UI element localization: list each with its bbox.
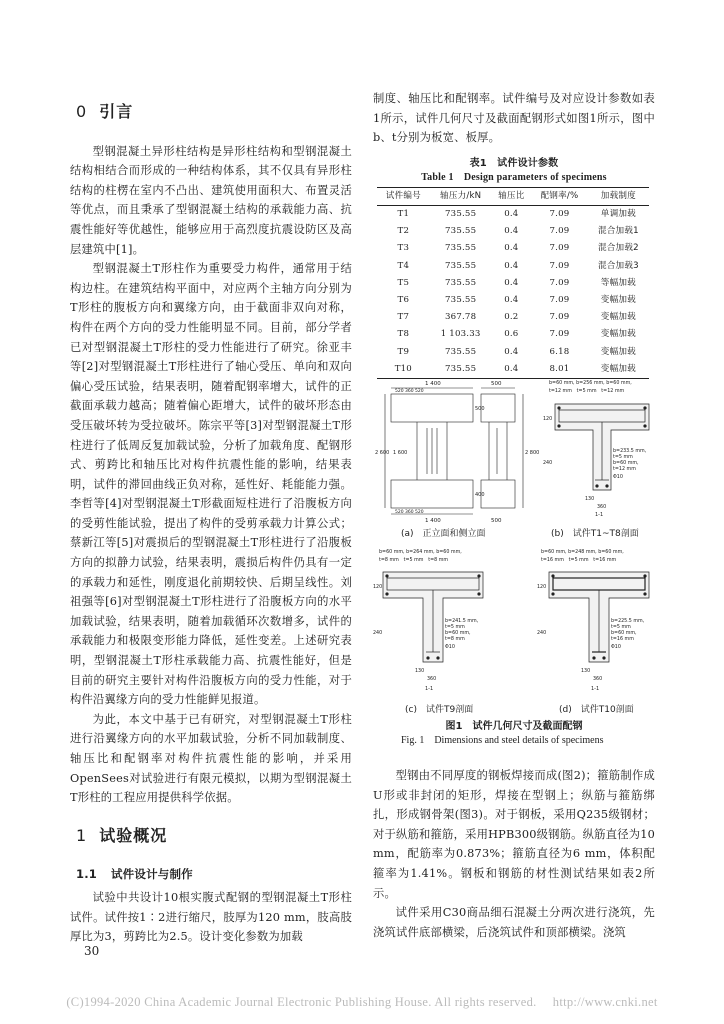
table-cell: 735.55 (444, 226, 477, 237)
table1-caption-en: Table 1 Design parameters of specimens (421, 171, 607, 183)
intro-paragraph-2: 型钢混凝土T形柱作为重要受力构件，通常用于结构边柱。在建筑结构平面中，对应两个主轴方向分别为T形柱的腹板方向和翼缘方向，由于截面非双向对称，构件在两个方向的受力性能明显不同。目前，部分学者已对型钢混凝土T形柱的受力性能进行了研究。徐亚丰等[2]对型钢混凝土T形柱进行了轴心受压、单向和双向偏心受压试验，结果表明，随着配钢率增大，试件的正截面承载力越高；随着偏心距增大，试件的破坏形态由受压破坏转为受拉破坏。陈宗平等[3]对型钢混凝土T形柱进行了低周反复加载试验，分析了加载角度、配钢形式、剪跨比和轴压比对构件抗震性能的影响，结果表明，试件的滞回曲线正负对称，延性好、耗能能力强。李哲等[4]对型钢混凝土T形截面短柱进行了沿腹板方向的受剪性能试验，提出了构件的受剪承载力计算公式；蔡新江等[5]对震损后的型钢混凝土T形柱进行了沿腹板方向的拟静力试验，结果表明，震损后构件仍具有一定的承载力和延性，刚度退化前期较快、后期呈线性。刘祖强等[6]对型钢混凝土T形柱进行了沿腹板方向的水平加载试验，结果表明，随着加载循环次数增多，试件的承载能力和极限变形能力降低，延性变差。上述研究表明，型钢混凝土T形柱承载能力高、抗震性能好，但是目前的研究主要针对构件沿腹板方向的受力性能，对于构件沿翼缘方向的受力性能鲜见报道。 (70, 262, 352, 707)
subsection-heading-1-1 (76, 865, 352, 885)
table-cell: 变幅加载 (600, 346, 636, 357)
intro-paragraph-1: 型钢混凝土异形柱结构是异形柱结构和型钢混凝土结构相结合而形成的一种结构体系，其不仅具有异形柱结构的柱楞在室内不凸出、建筑使用面积大、布置灵活等优点，而且秉承了型钢混凝土结构的承载能力高、抗震性能好等优越性，能够应用于高烈度抗震设防区及高层建筑中[1]。 (70, 144, 352, 256)
table-cell: 6.18 (549, 346, 570, 357)
section-d-web-2: t=5 mm (611, 625, 631, 630)
section-b-drawing (555, 404, 649, 490)
section-c-dim-240: 240 (373, 631, 383, 636)
right-column-bottom (373, 766, 655, 942)
section-d-mark: 1-1 (591, 686, 600, 692)
table-cell: T2 (397, 226, 410, 237)
table-cell: 735.55 (444, 346, 477, 357)
table-cell: 367.78 (444, 312, 477, 323)
section1-paragraph: 试验中共设计10根实腹式配钢的型钢混凝土T形柱试件。试件按1∶2进行缩尺，肢厚为120 mm，肢高肢厚比为3，剪跨比为2.5。设计变化参数为加载 (70, 890, 352, 944)
table-cell: 0.4 (504, 277, 519, 288)
copyright-footer: (C)1994-2020 China Academic Journal Electronic Publishing House. All rights reserved. http://www.cnki.net (66, 995, 658, 1009)
table1-caption-cn: 表1 试件设计参数 (469, 157, 559, 169)
table1-header-cell: 轴压比 (492, 187, 532, 205)
section-d-web-1: b=225.5 mm, (611, 619, 645, 624)
section-heading-1 (76, 826, 352, 846)
table-cell: 变幅加载 (588, 361, 649, 379)
table-row (377, 275, 649, 292)
table-row (377, 258, 649, 275)
section-title: 引言 (99, 102, 134, 121)
table1-header-cell: 轴压力/kN (430, 187, 492, 205)
dim-row-bottom: 520 360 520 (395, 510, 424, 515)
section-b-web-1: b=233.5 mm, (613, 449, 647, 454)
table-row (377, 344, 649, 361)
section-d-web-5: Φ10 (611, 645, 621, 650)
section-heading-intro (76, 102, 352, 122)
table-row (377, 240, 649, 257)
table-cell: 0.4 (504, 208, 519, 219)
section-title: 试验概况 (99, 825, 168, 845)
table-cell: 0.4 (504, 260, 519, 271)
table-cell: 7.09 (549, 329, 570, 340)
table-cell: 0.4 (504, 226, 519, 237)
figure1-caption (373, 720, 655, 748)
table-cell: T10 (377, 361, 430, 379)
intro-paragraph-3: 为此，本文中基于已有研究，对型钢混凝土T形柱进行沿翼缘方向的水平加载试验，分析不同加载制度、轴压比和配钢率对构件抗震性能的影响，并采用OpenSees对试验进行有限元模拟，以期为型钢混凝土T形柱的工程应用提供科学依据。 (70, 712, 352, 805)
table-cell: T7 (397, 312, 410, 323)
section-b-web-5: Φ10 (613, 475, 623, 480)
table-cell: 735.55 (444, 208, 477, 219)
section-d-dim-130: 130 (581, 669, 591, 674)
section-d-web-4: t=16 mm (611, 637, 634, 642)
section-c-dim-360: 360 (427, 677, 437, 682)
section-b-mark: 1-1 (595, 512, 604, 518)
table-cell: 0.2 (504, 312, 519, 323)
table-cell: 735.55 (444, 260, 477, 271)
subcaption-a: (a) 正立面和侧立面 (401, 529, 486, 539)
right-top-paragraph: 制度、轴压比和配钢率。试件编号及对应设计参数如表1所示，试件几何尺寸及截面配钢形式如图1所示，图中b、t分别为板宽、板厚。 (373, 92, 655, 145)
table-row (377, 326, 649, 343)
table-cell: 0.4 (504, 346, 519, 357)
figure1-caption-en: Fig. 1 Dimensions and steel details of specimens (401, 735, 604, 746)
table-row (377, 292, 649, 309)
dim-500-side: 500 (475, 406, 485, 412)
table-cell: T5 (397, 277, 410, 288)
table-cell: 单调加载 (600, 208, 636, 219)
table-cell: T8 (397, 329, 410, 340)
subcaption-b: (b) 试件T1~T8剖面 (551, 529, 639, 539)
figure1-drawing (373, 372, 655, 717)
table-cell: 变幅加载 (600, 295, 636, 305)
section-d-web-3: b=60 mm, (611, 631, 637, 636)
right-bottom-paragraph-2: 试件采用C30商品细石混凝土分两次进行浇筑，先浇筑试件底部横梁，后浇筑试件和顶部横梁。浇筑 (373, 906, 655, 939)
table-cell: 735.55 (444, 243, 477, 254)
table-cell: 7.09 (549, 208, 570, 219)
table1-header-cell: 加载制度 (588, 187, 649, 205)
subsection-number: 1.1 (76, 867, 97, 882)
table-cell: 变幅加载 (600, 329, 636, 340)
table-cell: T6 (397, 295, 410, 305)
section-d-top-label-2: t=16 mm t=5 mm t=16 mm (541, 558, 617, 563)
table-row (377, 205, 649, 223)
section-b-dim-240: 240 (543, 461, 553, 466)
section-c-web-4: t=8 mm (445, 637, 465, 642)
section-b-dim-130: 130 (585, 497, 595, 502)
table-cell: 0.4 (504, 243, 519, 254)
section-d-dim-360: 360 (593, 677, 603, 682)
dim-2800: 2 800 (525, 450, 540, 456)
table1 (377, 187, 649, 379)
subcaption-d: (d) 试件T10剖面 (559, 705, 634, 715)
section-b-dim-360: 360 (597, 505, 607, 510)
section-b-dim-120: 120 (543, 417, 553, 422)
section-c-web-1: b=241.5 mm, (445, 619, 479, 624)
section-d-dim-240: 240 (537, 631, 547, 636)
dim-400-side: 400 (475, 492, 485, 498)
table-cell: 混合加载2 (597, 243, 639, 254)
right-bottom-paragraph-1: 型钢由不同厚度的钢板焊接而成(图2)；箍筋制作成U形或非封闭的矩形，焊接在型钢上；纵筋与箍筋绑扎，形成钢骨架(图3)。对于钢板，采用Q235级钢材；对于纵筋和箍筋，采用HPB300级钢筋。纵筋直径为10 mm，配筋率为0.873%；箍筋直径为6 mm，体积配箍率为1.41%。钢板和钢筋的材性测试结果如表2所示。 (373, 769, 655, 900)
subcaption-c: (c) 试件T9剖面 (405, 705, 474, 715)
dim-2600: 2 600 (375, 450, 390, 456)
section-b-top-label: b=60 mm, b=256 mm, b=60 mm, (549, 381, 632, 386)
table-cell: 0.4 (504, 295, 519, 305)
table-cell: 0.4 (492, 361, 532, 379)
table-cell: 735.55 (444, 277, 477, 288)
section-c-web-2: t=5 mm (445, 625, 465, 630)
table-cell: 7.09 (549, 295, 570, 305)
table-cell: 7.09 (549, 226, 570, 237)
section-b-web-2: t=5 mm (613, 455, 633, 460)
dim-500-top: 500 (491, 381, 502, 387)
table-cell: T3 (397, 243, 410, 254)
right-column (373, 89, 655, 379)
table-cell: 变幅加载 (600, 312, 636, 323)
section-c-web-5: Φ10 (445, 645, 455, 650)
table-cell: 735.55 (430, 361, 492, 379)
dim-500-bottom: 500 (491, 518, 502, 524)
table-cell: T4 (397, 260, 410, 271)
table-cell: 8.01 (531, 361, 588, 379)
section-c-web-3: b=60 mm, (445, 631, 471, 636)
section-d-dim-120: 120 (537, 585, 547, 590)
section-c-dim-130: 130 (415, 669, 425, 674)
dim-1400-bottom: 1 400 (425, 518, 441, 524)
section-b-web-3: b=60 mm, (613, 461, 639, 466)
section-number: 1 (76, 825, 88, 845)
table-cell: 0.6 (504, 329, 519, 340)
table-cell: 7.09 (549, 243, 570, 254)
table-cell: 混合加载1 (597, 226, 639, 237)
table-cell: T9 (397, 346, 410, 357)
table-cell: 混合加载3 (597, 260, 639, 271)
table-cell: 1 103.33 (440, 329, 481, 340)
section-c-dim-120: 120 (373, 585, 383, 590)
table1-header-cell: 配钢率/% (531, 187, 588, 205)
table-row (377, 223, 649, 240)
left-column (70, 100, 352, 947)
section-b-top-label-2: t=12 mm t=5 mm t=12 mm (549, 389, 625, 394)
table1-header-cell: 试件编号 (377, 187, 430, 205)
table-cell: 7.09 (549, 277, 570, 288)
table-row (377, 309, 649, 326)
section-b-web-4: t=12 mm (613, 467, 636, 472)
section-c-mark: 1-1 (425, 686, 434, 692)
subsection-title: 试件设计与制作 (110, 867, 193, 882)
dim-row-top: 520 360 520 (395, 389, 424, 394)
dim-1600: 1 600 (393, 450, 408, 456)
figure1 (373, 372, 655, 717)
table-cell: T1 (397, 208, 410, 219)
section-d-top-label: b=60 mm, b=248 mm, b=60 mm, (541, 550, 624, 555)
section-c-drawing (383, 572, 483, 662)
page-number: 30 (84, 944, 100, 958)
table-cell: 7.09 (549, 312, 570, 323)
section-c-top-label: b=60 mm, b=264 mm, b=60 mm, (379, 550, 462, 555)
dim-1400-top: 1 400 (425, 381, 441, 387)
figure1-caption-cn: 图1 试件几何尺寸及截面配钢 (445, 721, 583, 732)
table-cell: 等幅加载 (600, 277, 636, 288)
table-cell: 735.55 (444, 295, 477, 305)
section-number: 0 (76, 102, 88, 121)
section-d-drawing (549, 572, 649, 662)
table-cell: 7.09 (549, 260, 570, 271)
section-c-top-label-2: t=8 mm t=5 mm t=8 mm (379, 558, 449, 563)
